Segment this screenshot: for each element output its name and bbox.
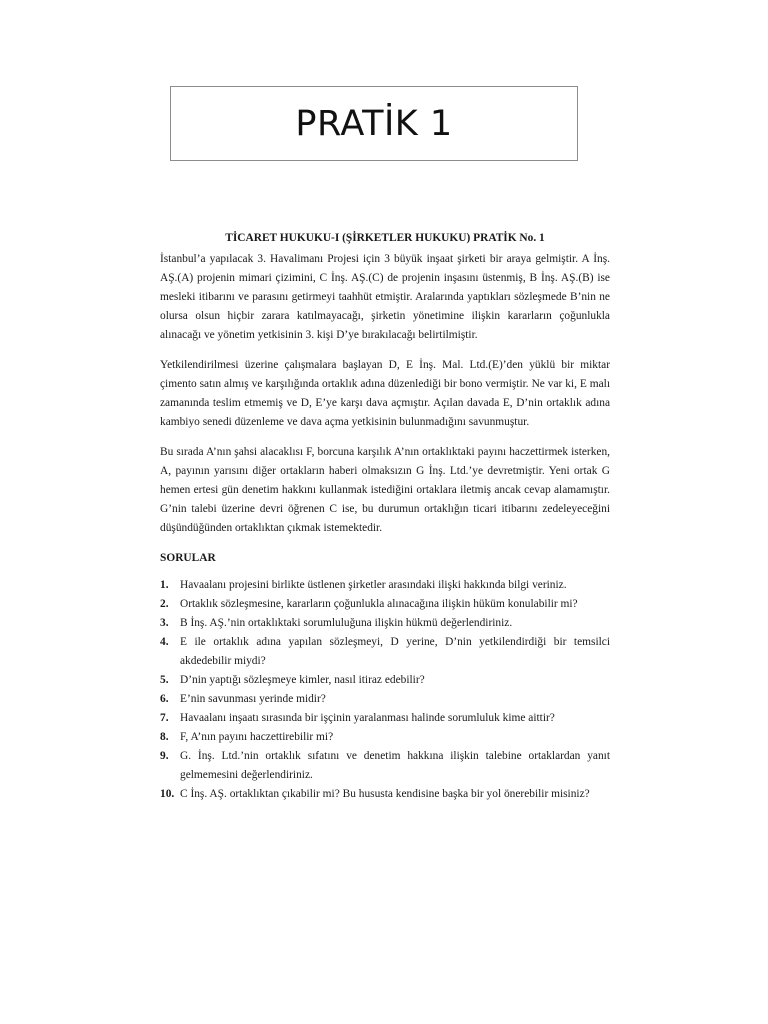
question-text: Havaalanı projesini birlikte üstlenen şirketler arasındaki ilişki hakkında bilgi veriniz. — [180, 579, 567, 591]
question-number: 2. — [160, 598, 169, 610]
paragraph-1: İstanbul’a yapılacak 3. Havalimanı Projesi için 3 büyük inşaat şirketi bir araya gelmiştir. A İnş. AŞ.(A) projenin mimari çizimini, C İnş. AŞ.(C) de projenin inşasını üstenmiş, B İnş. AŞ.(B) ise mesleki itibarını ve parasını getirmeyi taahhüt etmiştir. Aralarında yaptıkları sözleşmede B’nin ne olursa olsun hiçbir zarara katılmayacağı, şirketin yönetimine ilişkin kararların çoğunlukla alınacağı ve yönetim yetkisinin 3. kişi D’ye bırakılacağı belirtilmiştir. — [160, 253, 610, 341]
question-text: C İnş. AŞ. ortaklıktan çıkabilir mi? Bu hususta kendisine başka bir yol önerebilir misiniz? — [180, 788, 590, 800]
question-number: 5. — [160, 674, 169, 686]
paragraph-2: Yetkilendirilmesi üzerine çalışmalara başlayan D, E İnş. Mal. Ltd.(E)’den yüklü bir miktar çimento satın almış ve karşılığında ortaklık adına düzenlediği bir bono vermiştir. Ne var ki, E malı zamanında teslim etmemiş ve D, E’ye karşı dava açmıştır. Açılan davada E, D’nin ortaklık adına kambiyo senedi düzenleme ve dava açma yetkisinin bulunmadığını savunmuştur. — [160, 359, 610, 428]
question-number: 1. — [160, 579, 169, 591]
page-title: PRATİK 1 — [295, 103, 453, 144]
question-number: 6. — [160, 693, 169, 705]
questions-list — [160, 576, 610, 804]
question-number: 4. — [160, 636, 169, 648]
question-number: 7. — [160, 712, 169, 724]
question-text: Ortaklık sözleşmesine, kararların çoğunlukla alınacağına ilişkin hüküm konulabilir mi? — [180, 598, 578, 610]
question-text: B İnş. AŞ.’nin ortaklıktaki sorumluluğuna ilişkin hükmü değerlendiriniz. — [180, 617, 513, 629]
question-item — [160, 709, 610, 728]
document-heading: TİCARET HUKUKU-I (ŞİRKETLER HUKUKU) PRATİK No. 1 — [225, 232, 545, 244]
question-text: D’nin yaptığı sözleşmeye kimler, nasıl itiraz edebilir? — [180, 674, 425, 686]
question-item — [160, 633, 610, 671]
title-box — [170, 86, 578, 161]
question-item — [160, 614, 610, 633]
question-text: G. İnş. Ltd.’nin ortaklık sıfatını ve denetim hakkına ilişkin talebine ortaklardan yanıt gelmemesini değerlendiriniz. — [180, 750, 610, 781]
question-item — [160, 690, 610, 709]
question-text: E’nin savunması yerinde midir? — [180, 693, 326, 705]
question-item — [160, 747, 610, 785]
question-text: E ile ortaklık adına yapılan sözleşmeyi, D yerine, D’nin yetkilendirdiği bir temsilci akdedebilir miydi? — [180, 636, 610, 667]
question-item — [160, 785, 610, 804]
question-item — [160, 671, 610, 690]
question-text: Havaalanı inşaatı sırasında bir işçinin yaralanması halinde sorumluluk kime aittir? — [180, 712, 555, 724]
question-text: F, A’nın payını haczettirebilir mi? — [180, 731, 334, 743]
question-number: 9. — [160, 750, 169, 762]
document-body — [160, 230, 610, 804]
question-number: 3. — [160, 617, 169, 629]
question-number: 10. — [160, 788, 175, 800]
questions-heading: SORULAR — [160, 552, 216, 564]
question-item — [160, 595, 610, 614]
question-item — [160, 576, 610, 595]
question-item — [160, 728, 610, 747]
paragraph-3: Bu sırada A’nın şahsi alacaklısı F, borcuna karşılık A’nın ortaklıktaki payını haczettirmek isterken, A, payının yarısını diğer ortakların haberi olmaksızın G İnş. Ltd.’ye devretmiştir. Yeni ortak G hemen ertesi gün denetim hakkını kullanmak istediğini ortaklara iletmiş ancak cevap alamamıştır. G’nin talebi üzerine devri öğrenen C ise, bu durumun ortaklığın ticari itibarını zedeleyeceğini düşündüğünden ortaklıktan çıkmak istemektedir. — [160, 446, 610, 534]
question-number: 8. — [160, 731, 169, 743]
